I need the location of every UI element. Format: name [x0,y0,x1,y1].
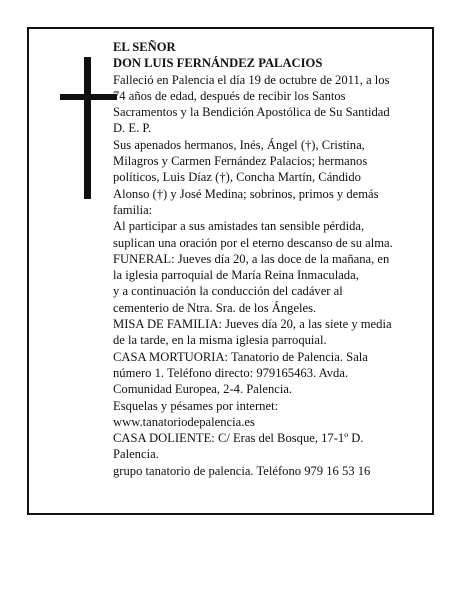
text-line: Al participar a sus amistades tan sensible pérdida, [113,219,365,234]
text-line: la iglesia parroquial de María Reina Inmaculada, [113,268,359,283]
text-line: Milagros y Carmen Fernández Palacios; hermanos [113,154,368,169]
text-line: MISA DE FAMILIA: Jueves día 20, a las siete y media [113,317,392,332]
text-line: CASA DOLIENTE: C/ Eras del Bosque, 17-1º D. [113,431,364,446]
text-line: número 1. Teléfono directo: 979165463. Avda. [113,365,349,380]
text-line: de la tarde, en la misma iglesia parroquial. [113,333,327,348]
text-line: suplican una oración por el eterno descanso de su alma. [113,235,393,250]
text-line: Sacramentos y la Bendición Apostólica de Su Santidad [113,105,390,120]
obituary-text [113,39,431,479]
cross-horizontal-bar [60,94,117,100]
cross-vertical-bar [84,57,91,199]
cross-icon [60,57,120,199]
text-line: cementerio de Ntra. Sra. de los Ángeles. [113,300,317,315]
text-line: Sus apenados hermanos, Inés, Ángel (†), Cristina, [113,137,365,152]
obituary-title: EL SEÑOR [113,40,176,54]
text-line: Palencia. [113,447,159,462]
text-line: familia: [113,202,153,217]
deceased-name: DON LUIS FERNÁNDEZ PALACIOS [113,56,323,71]
text-line: Alonso (†) y José Medina; sobrinos, primos y demás [113,186,379,201]
text-line: Esquelas y pésames por internet: [113,398,279,413]
text-line: políticos, Luis Díaz (†), Concha Martín, Cándido [113,170,361,185]
text-line: Falleció en Palencia el día 19 de octubre de 2011, a los [113,72,390,87]
website-link: www.tanatoriodepalencia.es [113,414,255,429]
text-line: Comunidad Europea, 2-4. Palencia. [113,382,293,397]
text-line: y a continuación la conducción del cadáver al [113,284,343,299]
text-line: CASA MORTUORIA: Tanatorio de Palencia. Sala [113,349,368,364]
text-line: 74 años de edad, después de recibir los Santos [113,88,346,103]
text-line: D. E. P. [113,121,152,136]
text-line: FUNERAL: Jueves día 20, a las doce de la mañana, en [113,251,390,266]
obituary-frame [27,27,434,515]
text-line: grupo tanatorio de palencia. Teléfono 979 16 53 16 [113,463,371,478]
